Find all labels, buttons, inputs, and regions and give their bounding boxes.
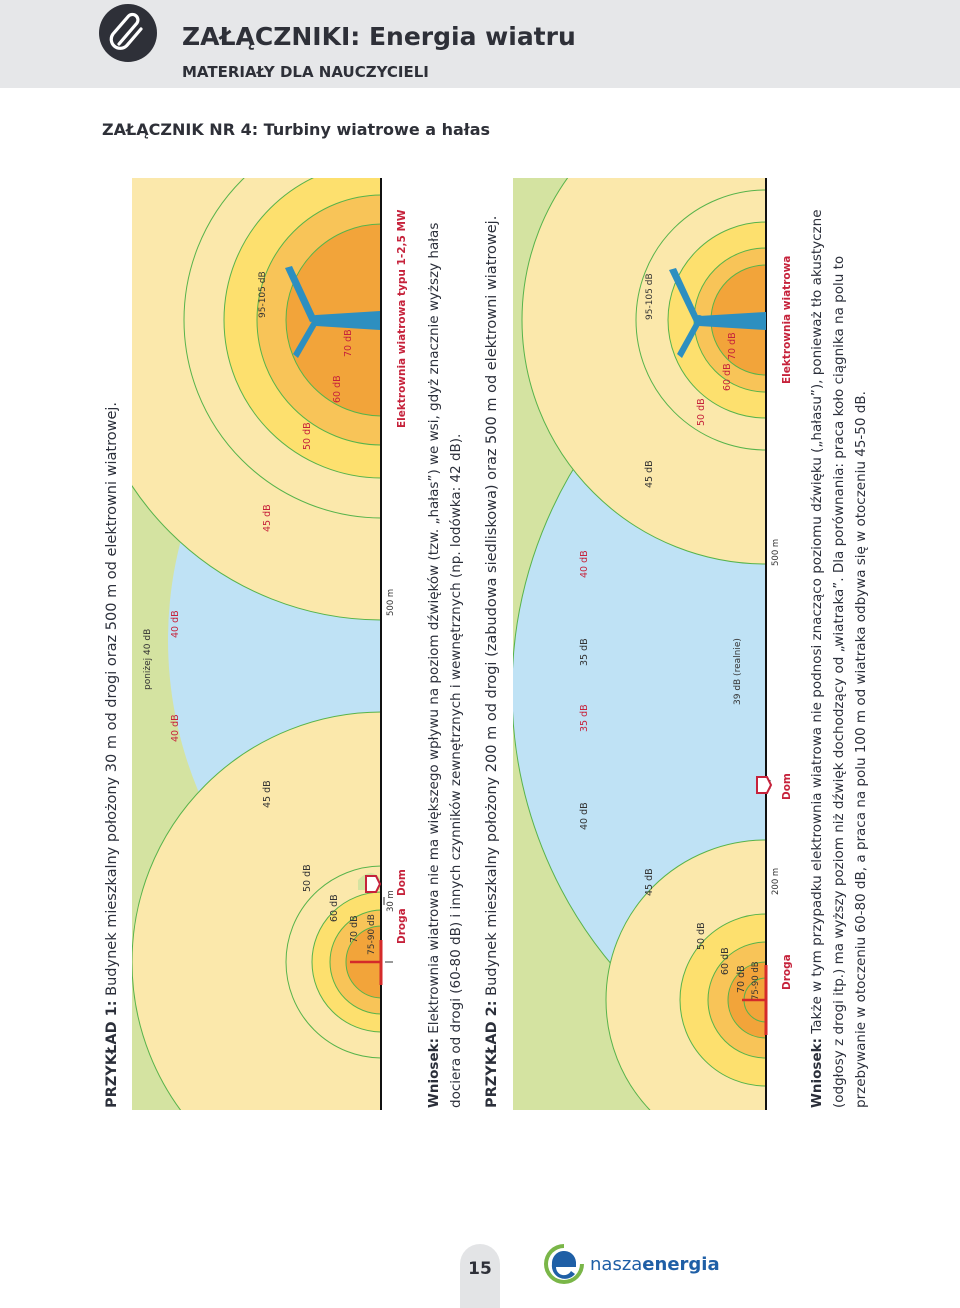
label-distance-200m: 200 m (771, 867, 781, 895)
label-35db-right: 35 dB (579, 638, 590, 666)
label-45db-road: 45 dB (644, 868, 655, 896)
example1-conclusion-bold: Wniosek: (426, 1038, 442, 1108)
label-distance-500m: 500 m (771, 538, 781, 566)
example2-title-text: Budynek mieszkalny położony 200 m od drogi (zabudowa siedliskowa) oraz 500 m od elektrowni wiatrowej. (484, 215, 500, 1001)
label-house: Dom (781, 773, 793, 800)
label-below-40db: poniżej 40 dB (143, 628, 153, 690)
label-turbine-db: 95-105 dB (258, 271, 268, 318)
example1-title-bold: PRZYKŁAD 1: (104, 1000, 120, 1108)
example2-conclusion (806, 178, 872, 1108)
label-45db-turbine: 45 dB (262, 504, 273, 532)
label-road-db: 75-90 dB (367, 914, 377, 955)
label-45db-turbine: 45 dB (644, 460, 655, 488)
label-house: Dom (396, 869, 408, 896)
logo-text (590, 1254, 720, 1275)
label-50db-road: 50 dB (302, 864, 313, 892)
label-60db-road: 60 dB (720, 947, 731, 975)
label-road: Droga (781, 954, 793, 990)
label-60db-road: 60 dB (329, 894, 340, 922)
label-60db-turbine: 60 dB (722, 363, 733, 391)
label-70db-road: 70 dB (736, 965, 747, 993)
label-house-db: 39 dB (realnie) (733, 638, 743, 705)
label-70db-turbine: 70 dB (343, 329, 354, 357)
label-50db-turbine: 50 dB (696, 398, 707, 426)
label-road-db: 75-90 dB (751, 961, 761, 1000)
label-50db-turbine: 50 dB (302, 422, 313, 450)
label-45db-road: 45 dB (262, 780, 273, 808)
label-35db-left: 35 dB (579, 704, 590, 732)
label-40db-right: 40 dB (170, 610, 181, 638)
attachment-title: ZAŁĄCZNIK NR 4: Turbiny wiatrowe a hałas (102, 120, 491, 139)
label-70db-road: 70 dB (349, 915, 360, 943)
nasza-energia-logo-icon (540, 1240, 588, 1288)
label-turbine: Elektrownia wiatrowa (781, 255, 793, 384)
label-distance-30m: 30 m (386, 890, 396, 912)
label-40db-turbine: 40 dB (579, 550, 590, 578)
label-road: Droga (396, 908, 408, 944)
house-icon (757, 777, 771, 793)
logo-text-nasza: nasza (590, 1254, 643, 1275)
label-60db-turbine: 60 dB (332, 375, 343, 403)
example1-title-text: Budynek mieszkalny położony 30 m od drogi oraz 500 m od elektrowni wiatrowej. (104, 401, 120, 1001)
page-number: 15 (468, 1259, 492, 1279)
label-70db-turbine: 70 dB (727, 332, 738, 360)
example2-title-bold: PRZYKŁAD 2: (484, 1000, 500, 1108)
label-turbine-db: 95-105 dB (645, 273, 655, 320)
label-50db-road: 50 dB (696, 922, 707, 950)
label-turbine: Elektrownia wiatrowa typu 1-2,5 MW (396, 209, 408, 428)
example1-conclusion-text: Elektrownia wiatrowa nie ma większego wpływu na poziom dźwięków (tzw. „hałas”) we wsi, gdyż znacznie wyższy hałas dociera od drogi (60-80 dB) i innych czynników zewnętrznych i wewnętrznych (np. lodówka: 42 dB). (426, 222, 464, 1108)
header-subtitle: MATERIAŁY DLA NAUCZYCIELI (182, 63, 429, 81)
example2-conclusion-bold: Wniosek: (809, 1038, 825, 1108)
example2-conclusion-text: Także w tym przypadku elektrownia wiatrowa nie podnosi znacząco poziomu dźwięku („hałasu”), ponieważ tło akustyczne (odgłosy z drogi itp.) ma wyższy poziom niż dźwięk dochodzący od „wiatraka”. Dla porównania: praca koło ciągnika na polu to przebywanie w otoczeniu 60-80 dB, a praca na polu 100 m od wiatraka odbywa się w otoczeniu 45-50 dB. (809, 209, 869, 1108)
label-40db-left: 40 dB (170, 714, 181, 742)
logo-text-energia: energia (642, 1254, 720, 1275)
header-title: ZAŁĄCZNIKI: Energia wiatru (182, 22, 576, 51)
label-distance-500m: 500 m (386, 588, 396, 616)
label-40db-road: 40 dB (579, 802, 590, 830)
